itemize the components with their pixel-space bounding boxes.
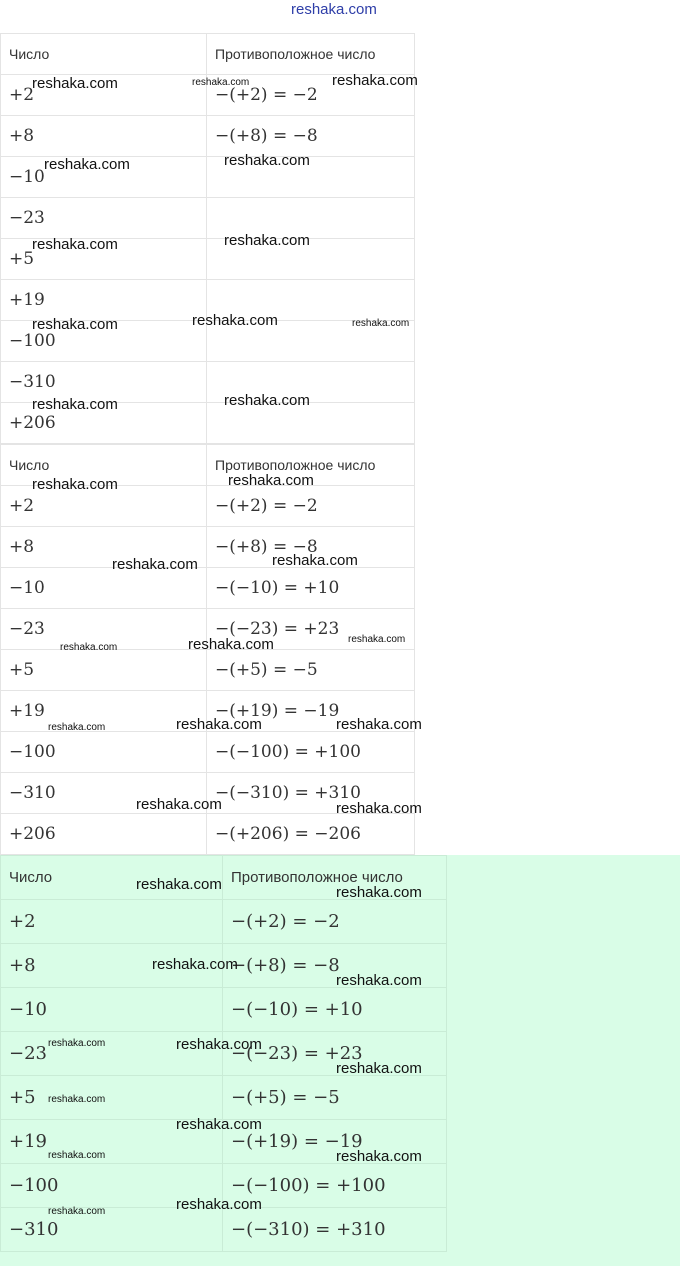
number-cell: −310 — [1, 362, 207, 403]
table-row — [1, 732, 415, 773]
opposite-number-cell: −(−10) = +10 — [207, 568, 415, 609]
opposite-number-cell: −(+5) = −5 — [223, 1076, 447, 1120]
table-row — [1, 116, 415, 157]
watermark-text: reshaka.com — [136, 796, 222, 813]
number-cell: +5 — [1, 1076, 223, 1120]
watermark-text: reshaka.com — [136, 876, 222, 893]
watermark-text: reshaka.com — [176, 1036, 262, 1053]
opposite-number-cell — [207, 239, 415, 280]
opposite-number-cell: −(+2) = −2 — [207, 486, 415, 527]
table-row — [1, 568, 415, 609]
table-row — [1, 527, 415, 568]
table-row — [1, 1032, 447, 1076]
opposite-number-cell: −(−100) = +100 — [207, 732, 415, 773]
number-cell: +206 — [1, 814, 207, 855]
table-row — [1, 280, 415, 321]
watermark-text: reshaka.com — [32, 316, 118, 333]
table-row — [1, 691, 415, 732]
watermark-text: reshaka.com — [48, 1206, 106, 1217]
column-header-opposite: Противоположное число — [207, 34, 415, 75]
watermark-text: reshaka.com — [336, 884, 422, 901]
watermark-text: reshaka.com — [336, 972, 422, 989]
table-row — [1, 944, 447, 988]
watermark-text: reshaka.com — [32, 75, 118, 92]
table-row — [1, 1120, 447, 1164]
number-cell: −23 — [1, 1032, 223, 1076]
number-cell: −10 — [1, 568, 207, 609]
table-row — [1, 609, 415, 650]
number-cell: −310 — [1, 773, 207, 814]
opposite-number-cell — [207, 157, 415, 198]
number-cell: −100 — [1, 1164, 223, 1208]
table-row — [1, 198, 415, 239]
number-cell: −23 — [1, 198, 207, 239]
number-cell: +5 — [1, 239, 207, 280]
opposite-number-cell — [207, 198, 415, 239]
table-row — [1, 900, 447, 944]
watermark-text: reshaka.com — [336, 1148, 422, 1165]
table-header-row — [1, 445, 415, 486]
number-cell: −100 — [1, 321, 207, 362]
number-cell: +19 — [1, 280, 207, 321]
table-row — [1, 1208, 447, 1252]
opposite-number-cell — [207, 362, 415, 403]
opposite-number-cell: −(+19) = −19 — [207, 691, 415, 732]
watermark-text: reshaka.com — [60, 642, 118, 653]
watermark-text: reshaka.com — [228, 472, 314, 489]
column-header-number: Число — [1, 34, 207, 75]
table-row — [1, 988, 447, 1032]
opposite-number-cell — [207, 403, 415, 444]
opposite-number-cell: −(+8) = −8 — [223, 944, 447, 988]
table-row — [1, 486, 415, 527]
table-row — [1, 814, 415, 855]
opposite-number-cell: −(+8) = −8 — [207, 527, 415, 568]
watermark-text: reshaka.com — [48, 1038, 106, 1049]
opposite-number-cell: −(+206) = −206 — [207, 814, 415, 855]
opposite-number-cell: −(+2) = −2 — [223, 900, 447, 944]
watermark-text: reshaka.com — [336, 1060, 422, 1077]
watermark-text: reshaka.com — [192, 77, 250, 88]
watermark-text: reshaka.com — [176, 716, 262, 733]
table-header-row — [1, 856, 447, 900]
opposite-number-cell: −(+19) = −19 — [223, 1120, 447, 1164]
site-link[interactable]: reshaka.com — [291, 1, 377, 18]
watermark-text: reshaka.com — [44, 156, 130, 173]
opposite-number-cell: −(−10) = +10 — [223, 988, 447, 1032]
watermark-text: reshaka.com — [224, 152, 310, 169]
number-cell: +19 — [1, 1120, 223, 1164]
opposite-number-cell: −(+5) = −5 — [207, 650, 415, 691]
watermark-text: reshaka.com — [192, 312, 278, 329]
opposite-number-cell — [207, 321, 415, 362]
number-cell: −23 — [1, 609, 207, 650]
column-header-opposite: Противоположное число — [223, 856, 447, 900]
watermark-text: reshaka.com — [48, 1150, 106, 1161]
column-header-number: Число — [1, 445, 207, 486]
number-cell: +8 — [1, 527, 207, 568]
column-header-number: Число — [1, 856, 223, 900]
exercise-table — [0, 33, 415, 444]
number-cell: +8 — [1, 944, 223, 988]
number-cell: +8 — [1, 116, 207, 157]
watermark-text: reshaka.com — [32, 476, 118, 493]
watermark-text: reshaka.com — [332, 72, 418, 89]
table-row — [1, 1076, 447, 1120]
watermark-text: reshaka.com — [272, 552, 358, 569]
solution-table — [0, 444, 415, 855]
number-cell: −10 — [1, 157, 207, 198]
number-cell: −10 — [1, 988, 223, 1032]
watermark-text: reshaka.com — [112, 556, 198, 573]
number-cell: +5 — [1, 650, 207, 691]
table-header-row — [1, 34, 415, 75]
table-row — [1, 362, 415, 403]
table-row — [1, 403, 415, 444]
opposite-number-cell: −(−23) = +23 — [223, 1032, 447, 1076]
table-row — [1, 75, 415, 116]
opposite-number-cell: −(−310) = +310 — [207, 773, 415, 814]
table-row — [1, 650, 415, 691]
watermark-text: reshaka.com — [32, 396, 118, 413]
watermark-text: reshaka.com — [48, 1094, 106, 1105]
column-header-opposite: Противоположное число — [207, 445, 415, 486]
watermark-text: reshaka.com — [336, 800, 422, 817]
opposite-number-cell: −(−23) = +23 — [207, 609, 415, 650]
watermark-text: reshaka.com — [176, 1116, 262, 1133]
number-cell: +2 — [1, 900, 223, 944]
watermark-text: reshaka.com — [224, 392, 310, 409]
watermark-text: reshaka.com — [32, 236, 118, 253]
watermark-text: reshaka.com — [176, 1196, 262, 1213]
table-row — [1, 773, 415, 814]
opposite-number-cell: −(+8) = −8 — [207, 116, 415, 157]
watermark-text: reshaka.com — [48, 722, 106, 733]
watermark-text: reshaka.com — [152, 956, 238, 973]
opposite-number-cell: −(+2) = −2 — [207, 75, 415, 116]
table-row — [1, 321, 415, 362]
opposite-number-cell — [207, 280, 415, 321]
number-cell: +19 — [1, 691, 207, 732]
watermark-text: reshaka.com — [188, 636, 274, 653]
table-row — [1, 239, 415, 280]
number-cell: +2 — [1, 486, 207, 527]
opposite-number-cell: −(−310) = +310 — [223, 1208, 447, 1252]
table-row — [1, 157, 415, 198]
number-cell: +206 — [1, 403, 207, 444]
watermark-text: reshaka.com — [336, 716, 422, 733]
answer-table — [0, 855, 447, 1252]
table-row — [1, 1164, 447, 1208]
number-cell: +2 — [1, 75, 207, 116]
watermark-text: reshaka.com — [348, 634, 406, 645]
number-cell: −310 — [1, 1208, 223, 1252]
watermark-text: reshaka.com — [352, 318, 410, 329]
watermark-text: reshaka.com — [224, 232, 310, 249]
opposite-number-cell: −(−100) = +100 — [223, 1164, 447, 1208]
number-cell: −100 — [1, 732, 207, 773]
